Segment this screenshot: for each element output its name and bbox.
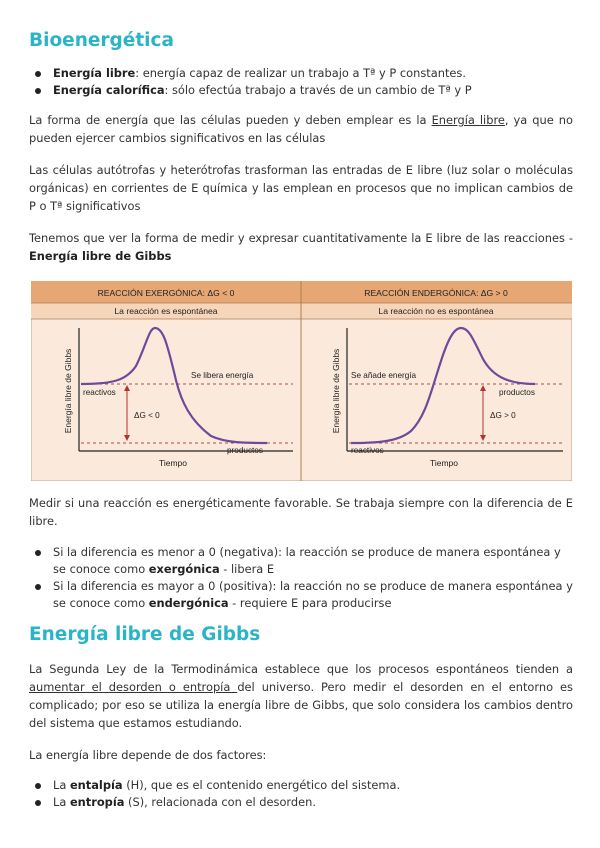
endergonic-reactants-label: reactivos <box>351 446 384 455</box>
exergonic-delta-label: ΔG < 0 <box>134 411 160 420</box>
delta-g-list <box>29 544 573 612</box>
exergonic-subheader: La reacción es espontánea <box>114 306 218 316</box>
factors-list <box>29 777 573 811</box>
exergonic-release-label: Se libera energía <box>191 371 254 380</box>
list-item: La entalpía (H), que es el contenido energético del sistema. <box>29 777 573 794</box>
endergonic-delta-label: ΔG > 0 <box>490 411 516 420</box>
list-item: Energía calorífica: sólo efectúa trabajo a través de un cambio de Tª y P <box>29 82 573 99</box>
paragraph-free-energy: La forma de energía que las células pueden y deben emplear es la Energía libre, ya que no pueden ejercer cambios significativos en las células <box>29 113 573 145</box>
gibbs-energy-figure <box>31 281 572 481</box>
entropy-link[interactable]: aumentar el desorden o entropía <box>29 680 238 694</box>
definitions-list <box>29 65 573 99</box>
paragraph-second-law: La Segunda Ley de la Termodinámica establece que los procesos espontáneos tienden a aumentar el desorden o entropía del universo. Pero medir el desorden en el entorno es complicado; por eso se utiliza la energía libre de Gibbs, que solo considera los cambios dentro del sistema que estamos estudiando. <box>29 662 573 730</box>
paragraph-measure: Medir si una reacción es energéticamente favorable. Se trabaja siempre con la diferencia de E libre. <box>29 496 573 528</box>
free-energy-link[interactable]: Energía libre <box>431 113 505 127</box>
list-item: Energía libre: energía capaz de realizar un trabajo a Tª y P constantes. <box>29 65 573 82</box>
endergonic-header: REACCIÓN ENDERGÓNICA: ΔG > 0 <box>364 288 508 298</box>
exergonic-header: REACCIÓN EXERGÓNICA: ΔG < 0 <box>97 288 235 298</box>
list-item: Si la diferencia es menor a 0 (negativa): la reacción se produce de manera espontánea y se conoce como exergónica - libera E <box>29 544 573 578</box>
paragraph-gibbs-intro: Tenemos que ver la forma de medir y expresar cuantitativamente la E libre de las reacciones - Energía libre de Gibbs <box>29 231 573 263</box>
endergonic-products-label: productos <box>499 388 535 397</box>
exergonic-products-label: productos <box>227 446 263 455</box>
list-item: Si la diferencia es mayor a 0 (positiva): la reacción no se produce de manera espontánea y se conoce como endergónica - requiere E para producirse <box>29 578 573 612</box>
endergonic-subheader: La reacción no es espontánea <box>378 306 494 316</box>
paragraph-two-factors: La energía libre depende de dos factores: <box>29 748 267 762</box>
list-item: La entropía (S), relacionada con el desorden. <box>29 794 573 811</box>
section-title-gibbs: Energía libre de Gibbs <box>29 624 261 645</box>
endergonic-xlabel: Tiempo <box>429 458 459 468</box>
exergonic-reactants-label: reactivos <box>83 388 116 397</box>
exergonic-xlabel: Tiempo <box>158 458 188 468</box>
section-title-bioenergetica: Bioenergética <box>29 30 174 51</box>
exergonic-ylabel: Energía libre de Gibbs <box>63 348 73 434</box>
paragraph-autotrophs: Las células autótrofas y heterótrofas trasforman las entradas de E libre (luz solar o moléculas orgánicas) en corrientes de E química y las emplean en procesos que no implican cambios de P o Tª significativos <box>29 163 573 213</box>
endergonic-ylabel: Energía libre de Gibbs <box>331 348 341 434</box>
endergonic-add-label: Se añade energía <box>351 371 417 380</box>
